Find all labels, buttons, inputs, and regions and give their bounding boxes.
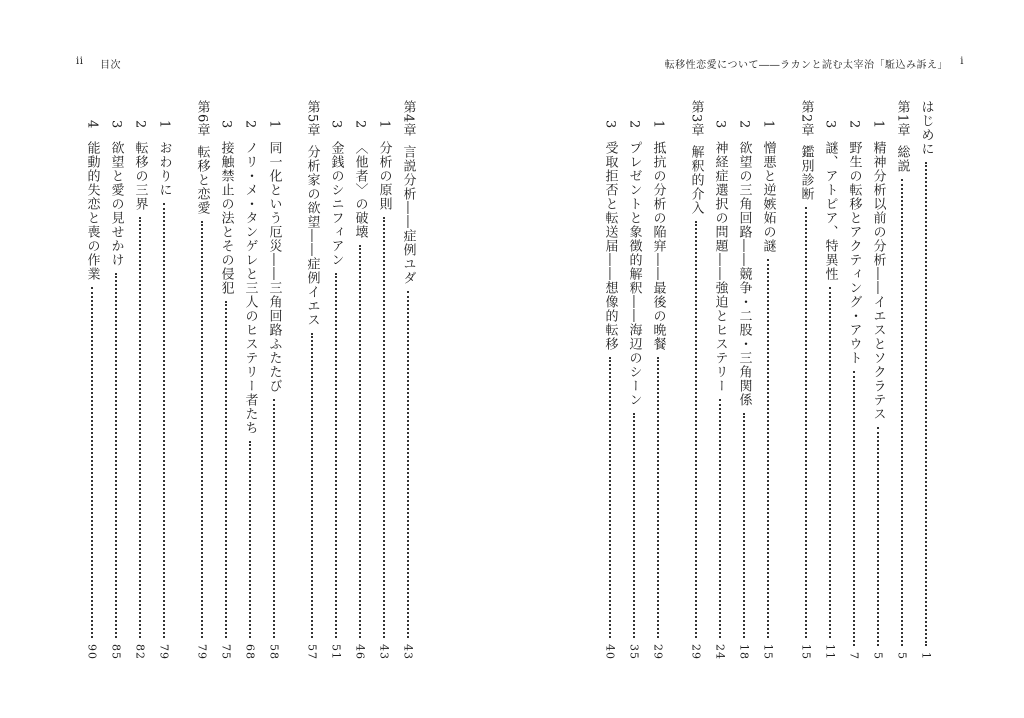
page-ref: 29 xyxy=(689,644,703,660)
toc-item: 2 欲望の三角回路――競争・二股・三角関係 18 xyxy=(736,120,752,660)
toc-item: 4 能動的失恋と喪の作業 90 xyxy=(84,120,100,660)
toc-item: 2 プレゼントと象徴的解釈――海辺のシーン 35 xyxy=(626,120,642,660)
page-ref: 57 xyxy=(305,644,319,660)
page-ref: 82 xyxy=(133,644,147,660)
toc-chapter: 第5章 分析家の欲望――症例イエス 57 xyxy=(304,100,320,660)
toc-item: 3 神経症選択の問題――強迫とヒステリー 24 xyxy=(712,120,728,660)
page-ref: 15 xyxy=(761,644,775,660)
toc-item: 3 受取拒否と転送届――想像的転移 40 xyxy=(602,120,618,660)
toc-item: 2 〈他者〉の破壊 46 xyxy=(352,120,368,660)
page-number: i xyxy=(960,56,964,67)
page-ref: 90 xyxy=(85,644,99,660)
page-ref: 11 xyxy=(823,644,837,660)
page-ref: 18 xyxy=(737,644,751,660)
toc-list xyxy=(84,100,420,660)
running-header: 転移性恋愛について――ラカンと読む太宰治「駈込み訴え」 xyxy=(664,60,948,71)
page-ref: 43 xyxy=(377,644,391,660)
page-ref: 24 xyxy=(713,644,727,660)
toc-chapter: 第6章 転移と恋愛 79 xyxy=(194,100,210,660)
page-ref: 35 xyxy=(627,644,641,660)
toc-item: 3 謎、アトピア、特異性 11 xyxy=(822,120,838,660)
toc-item: 1 精神分析以前の分析――イエスとソクラテス 5 xyxy=(870,120,886,660)
page-number: ii xyxy=(76,56,84,67)
toc-item: 3 接触禁止の法とその侵犯 75 xyxy=(218,120,234,660)
page-ref: 40 xyxy=(603,644,617,660)
toc-item: 1 憎悪と逆嫉妬の謎 15 xyxy=(760,120,776,660)
right-page xyxy=(512,0,1024,718)
page-ref: 15 xyxy=(799,644,813,660)
toc-chapter: 第3章 解釈的介入 29 xyxy=(688,100,704,660)
toc-intro: はじめに 1 xyxy=(918,100,934,660)
page-ref: 51 xyxy=(329,644,343,660)
page-ref: 58 xyxy=(267,644,281,660)
running-header: 目次 xyxy=(100,60,121,71)
page-ref: 1 xyxy=(919,652,933,660)
toc-item: 1 同一化という厄災――三角回路ふたたび 58 xyxy=(266,120,282,660)
page-ref: 5 xyxy=(895,652,909,660)
toc-item: 1 抵抗の分析の陥穽――最後の晩餐 29 xyxy=(650,120,666,660)
toc-item: 3 金銭のシニフィアン 51 xyxy=(328,120,344,660)
page-ref: 46 xyxy=(353,644,367,660)
toc-chapter: 第1章 総説 5 xyxy=(894,100,910,660)
toc-chapter: 第4章 言説分析――症例ユダ 43 xyxy=(400,100,416,660)
toc-list xyxy=(602,100,938,660)
page-ref: 79 xyxy=(157,644,171,660)
page-ref: 5 xyxy=(871,652,885,660)
toc-item: 2 転移の三界 82 xyxy=(132,120,148,660)
page-ref: 79 xyxy=(195,644,209,660)
page-ref: 85 xyxy=(109,644,123,660)
toc-item: 2 野生の転移とアクティング・アウト 7 xyxy=(846,120,862,660)
page-ref: 68 xyxy=(243,644,257,660)
page-ref: 43 xyxy=(401,644,415,660)
toc-chapter: 第2章 鑑別診断 15 xyxy=(798,100,814,660)
toc-item: 1 分析の原則 43 xyxy=(376,120,392,660)
toc-item: 1 おわりに 79 xyxy=(156,120,172,660)
page-ref: 75 xyxy=(219,644,233,660)
toc-item: 3 欲望と愛の見せかけ 85 xyxy=(108,120,124,660)
page-ref: 7 xyxy=(847,652,861,660)
page-ref: 29 xyxy=(651,644,665,660)
toc-item: 2 ノリ・メ・タンゲレと三人のヒステリー者たち 68 xyxy=(242,120,258,660)
